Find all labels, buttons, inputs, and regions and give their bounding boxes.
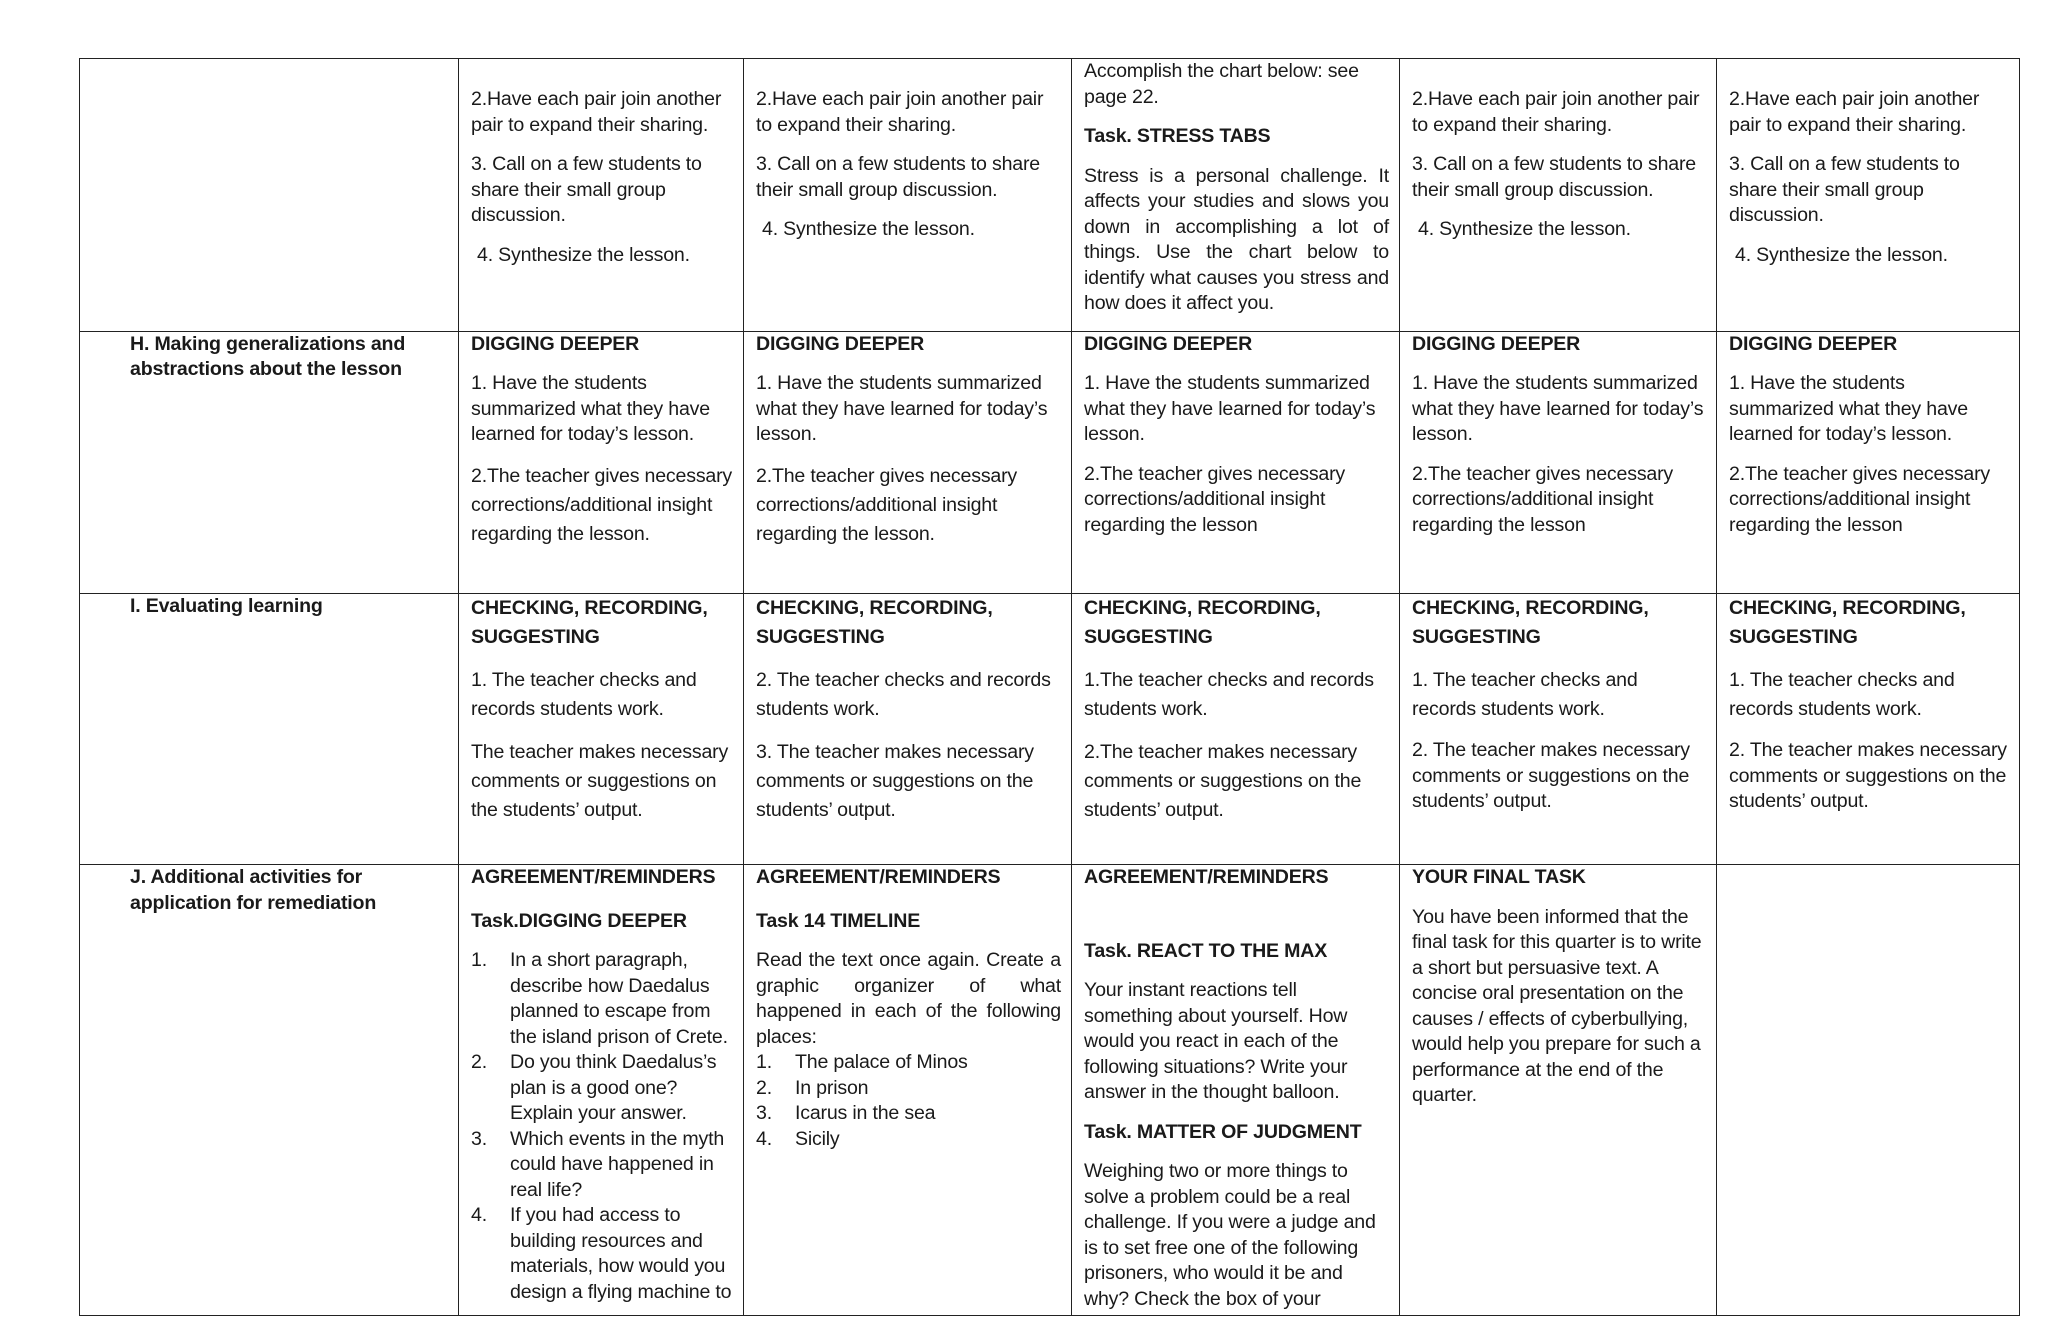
section-heading: DIGGING DEEPER xyxy=(1084,332,1253,355)
cell-g-1 xyxy=(459,59,744,332)
step-2-text: 2.Have each pair join another pair to expand their sharing. xyxy=(1729,88,1980,136)
step-1-text: 2. The teacher checks and records students work. xyxy=(756,669,1051,721)
task-title: Task.DIGGING DEEPER xyxy=(471,909,687,932)
cell-h-5 xyxy=(1717,331,2020,594)
task-body: Weighing two or more things to solve a problem could be a real challenge. If you were a judge and is to set free one of the following prisoners, who would it be and why? Check the box of your xyxy=(1084,1160,1376,1310)
step-3-text: 3. Call on a few students to share their small group discussion. xyxy=(1729,153,1960,226)
step-4-text: 4. Synthesize the lesson. xyxy=(1735,243,1948,266)
cell-j-2 xyxy=(744,865,1072,1316)
section-heading: AGREEMENT/REMINDERS xyxy=(1084,866,1329,889)
step-1-text: 1. Have the students summarized what they have learned for today’s lesson. xyxy=(1084,372,1376,446)
section-heading: CHECKING, RECORDING, SUGGESTING xyxy=(756,597,993,649)
list-item: 3. Which events in the myth could have happened in real life? xyxy=(471,1127,725,1201)
task-title: Task 14 TIMELINE xyxy=(756,909,921,932)
step-1-text: 1. Have the students summarized what they have learned for today’s lesson. xyxy=(756,372,1048,446)
step-2-text: 2.Have each pair join another pair to expand their sharing. xyxy=(471,88,722,136)
row-label: J. Additional activities for application for remediation xyxy=(80,865,459,1316)
cell-i-3 xyxy=(1072,594,1400,865)
task-title: Task. MATTER OF JUDGMENT xyxy=(1084,1120,1362,1143)
cell-i-2 xyxy=(744,594,1072,865)
section-heading: DIGGING DEEPER xyxy=(1729,332,1898,355)
step-2-text: 2. The teacher makes necessary comments or suggestions on the students’ output. xyxy=(1729,739,2007,813)
task-body: Your instant reactions tell something about yourself. How would you react in each of the following situations? Write your answer in the thought balloon. xyxy=(1084,979,1348,1104)
table-row-i xyxy=(80,594,2020,865)
section-heading: AGREEMENT/REMINDERS xyxy=(756,866,1001,889)
row-label xyxy=(80,59,459,332)
section-heading: DIGGING DEEPER xyxy=(756,332,925,355)
step-1-text: 1. The teacher checks and records students work. xyxy=(1729,669,1955,721)
step-2-text: The teacher makes necessary comments or suggestions on the students’ output. xyxy=(471,741,729,822)
step-1-text: 1. The teacher checks and records students work. xyxy=(1412,669,1638,721)
task-body: You have been informed that the final task for this quarter is to write a short but persuasive text. A concise oral presentation on the causes / effects of cyberbullying, would help you prepare for such a performance at the end of the quarter. xyxy=(1412,905,1702,1107)
step-4-text: 4. Synthesize the lesson. xyxy=(1418,218,1631,240)
cell-j-5 xyxy=(1717,865,2020,1316)
step-1-text: 1. Have the students summarized what they have learned for today’s lesson. xyxy=(1412,372,1704,446)
cell-g-4 xyxy=(1400,59,1717,332)
section-heading: AGREEMENT/REMINDERS xyxy=(471,866,716,889)
step-3-text: 3. Call on a few students to share their small group discussion. xyxy=(471,153,702,226)
step-3-text: 3. Call on a few students to share their small group discussion. xyxy=(756,153,1041,201)
question-list xyxy=(471,948,733,1305)
task-body: Stress is a personal challenge. It affects your studies and slows you down in accomplishing a lot of things. Use the chart below to identify what causes you stress and how does it affect you. xyxy=(1084,164,1389,314)
list-item: 2. Do you think Daedalus’s plan is a good one? Explain your answer. xyxy=(471,1051,717,1125)
cell-i-5 xyxy=(1717,594,2020,865)
lesson-plan-table xyxy=(79,58,2020,1316)
cell-h-3 xyxy=(1072,331,1400,594)
step-1-text: 1. The teacher checks and records students work. xyxy=(471,669,697,721)
step-1-text: 1. Have the students summarized what they have learned for today’s lesson. xyxy=(471,372,710,446)
step-4-text: 4. Synthesize the lesson. xyxy=(477,243,690,266)
cell-j-3 xyxy=(1072,865,1400,1316)
cell-g-5 xyxy=(1717,59,2020,332)
cell-j-1 xyxy=(459,865,744,1316)
step-2-text: 3. The teacher makes necessary comments or suggestions on the students’ output. xyxy=(756,741,1034,822)
cell-h-2 xyxy=(744,331,1072,594)
row-label: I. Evaluating learning xyxy=(80,594,459,865)
row-label: H. Making generalizations and abstractions about the lesson xyxy=(80,331,459,594)
places-list xyxy=(756,1050,1061,1152)
cell-g-2 xyxy=(744,59,1072,332)
step-2-text: 2.The teacher gives necessary corrections/additional insight regarding the lesson xyxy=(1729,462,1991,536)
task-body: Read the text once again. Create a graphic organizer of what happened in each of the following places: xyxy=(756,949,1061,1048)
list-item: 3. Icarus in the sea xyxy=(756,1102,936,1125)
section-heading: CHECKING, RECORDING, SUGGESTING xyxy=(471,597,708,649)
chart-instruction: Accomplish the chart below: see page 22. xyxy=(1084,60,1359,108)
step-3-text: 3. Call on a few students to share their small group discussion. xyxy=(1412,153,1697,201)
list-item: 2. In prison xyxy=(756,1076,869,1099)
section-heading: YOUR FINAL TASK xyxy=(1412,866,1586,889)
step-2-text: 2.The teacher makes necessary comments or suggestions on the students’ output. xyxy=(1084,741,1362,822)
table-row-g xyxy=(80,59,2020,332)
step-4-text: 4. Synthesize the lesson. xyxy=(762,218,975,240)
cell-i-1 xyxy=(459,594,744,865)
cell-h-4 xyxy=(1400,331,1717,594)
step-2-text: 2.The teacher gives necessary corrections/additional insight regarding the lesson. xyxy=(471,464,733,545)
step-2-text: 2.Have each pair join another pair to expand their sharing. xyxy=(1412,88,1700,136)
step-1-text: 1. Have the students summarized what they have learned for today’s lesson. xyxy=(1729,372,1968,446)
step-2-text: 2.The teacher gives necessary corrections/additional insight regarding the lesson xyxy=(1084,462,1346,536)
task-title: Task. STRESS TABS xyxy=(1084,125,1271,147)
cell-g-3 xyxy=(1072,59,1400,332)
section-heading: CHECKING, RECORDING, SUGGESTING xyxy=(1412,597,1649,649)
section-heading: DIGGING DEEPER xyxy=(471,332,640,355)
section-heading: DIGGING DEEPER xyxy=(1412,332,1581,355)
task-title: Task. REACT TO THE MAX xyxy=(1084,939,1328,962)
section-heading: CHECKING, RECORDING, SUGGESTING xyxy=(1729,597,1966,649)
list-item: 4. Sicily xyxy=(756,1127,840,1150)
list-item: 4. If you had access to building resources and materials, how would you design a flying machine to xyxy=(471,1204,732,1303)
cell-h-1 xyxy=(459,331,744,594)
step-1-text: 1.The teacher checks and records students work. xyxy=(1084,669,1374,721)
table-row-j xyxy=(80,865,2020,1316)
step-2-text: 2.Have each pair join another pair to expand their sharing. xyxy=(756,88,1044,136)
list-item: 1. In a short paragraph, describe how Daedalus planned to escape from the island prison of Crete. xyxy=(471,949,728,1048)
step-2-text: 2.The teacher gives necessary corrections/additional insight regarding the lesson xyxy=(1412,462,1674,536)
list-item: 1. The palace of Minos xyxy=(756,1051,968,1074)
step-2-text: 2. The teacher makes necessary comments or suggestions on the students’ output. xyxy=(1412,739,1690,813)
table-row-h xyxy=(80,331,2020,594)
cell-i-4 xyxy=(1400,594,1717,865)
cell-j-4 xyxy=(1400,865,1717,1316)
step-2-text: 2.The teacher gives necessary corrections/additional insight regarding the lesson. xyxy=(756,464,1018,545)
section-heading: CHECKING, RECORDING, SUGGESTING xyxy=(1084,597,1321,649)
